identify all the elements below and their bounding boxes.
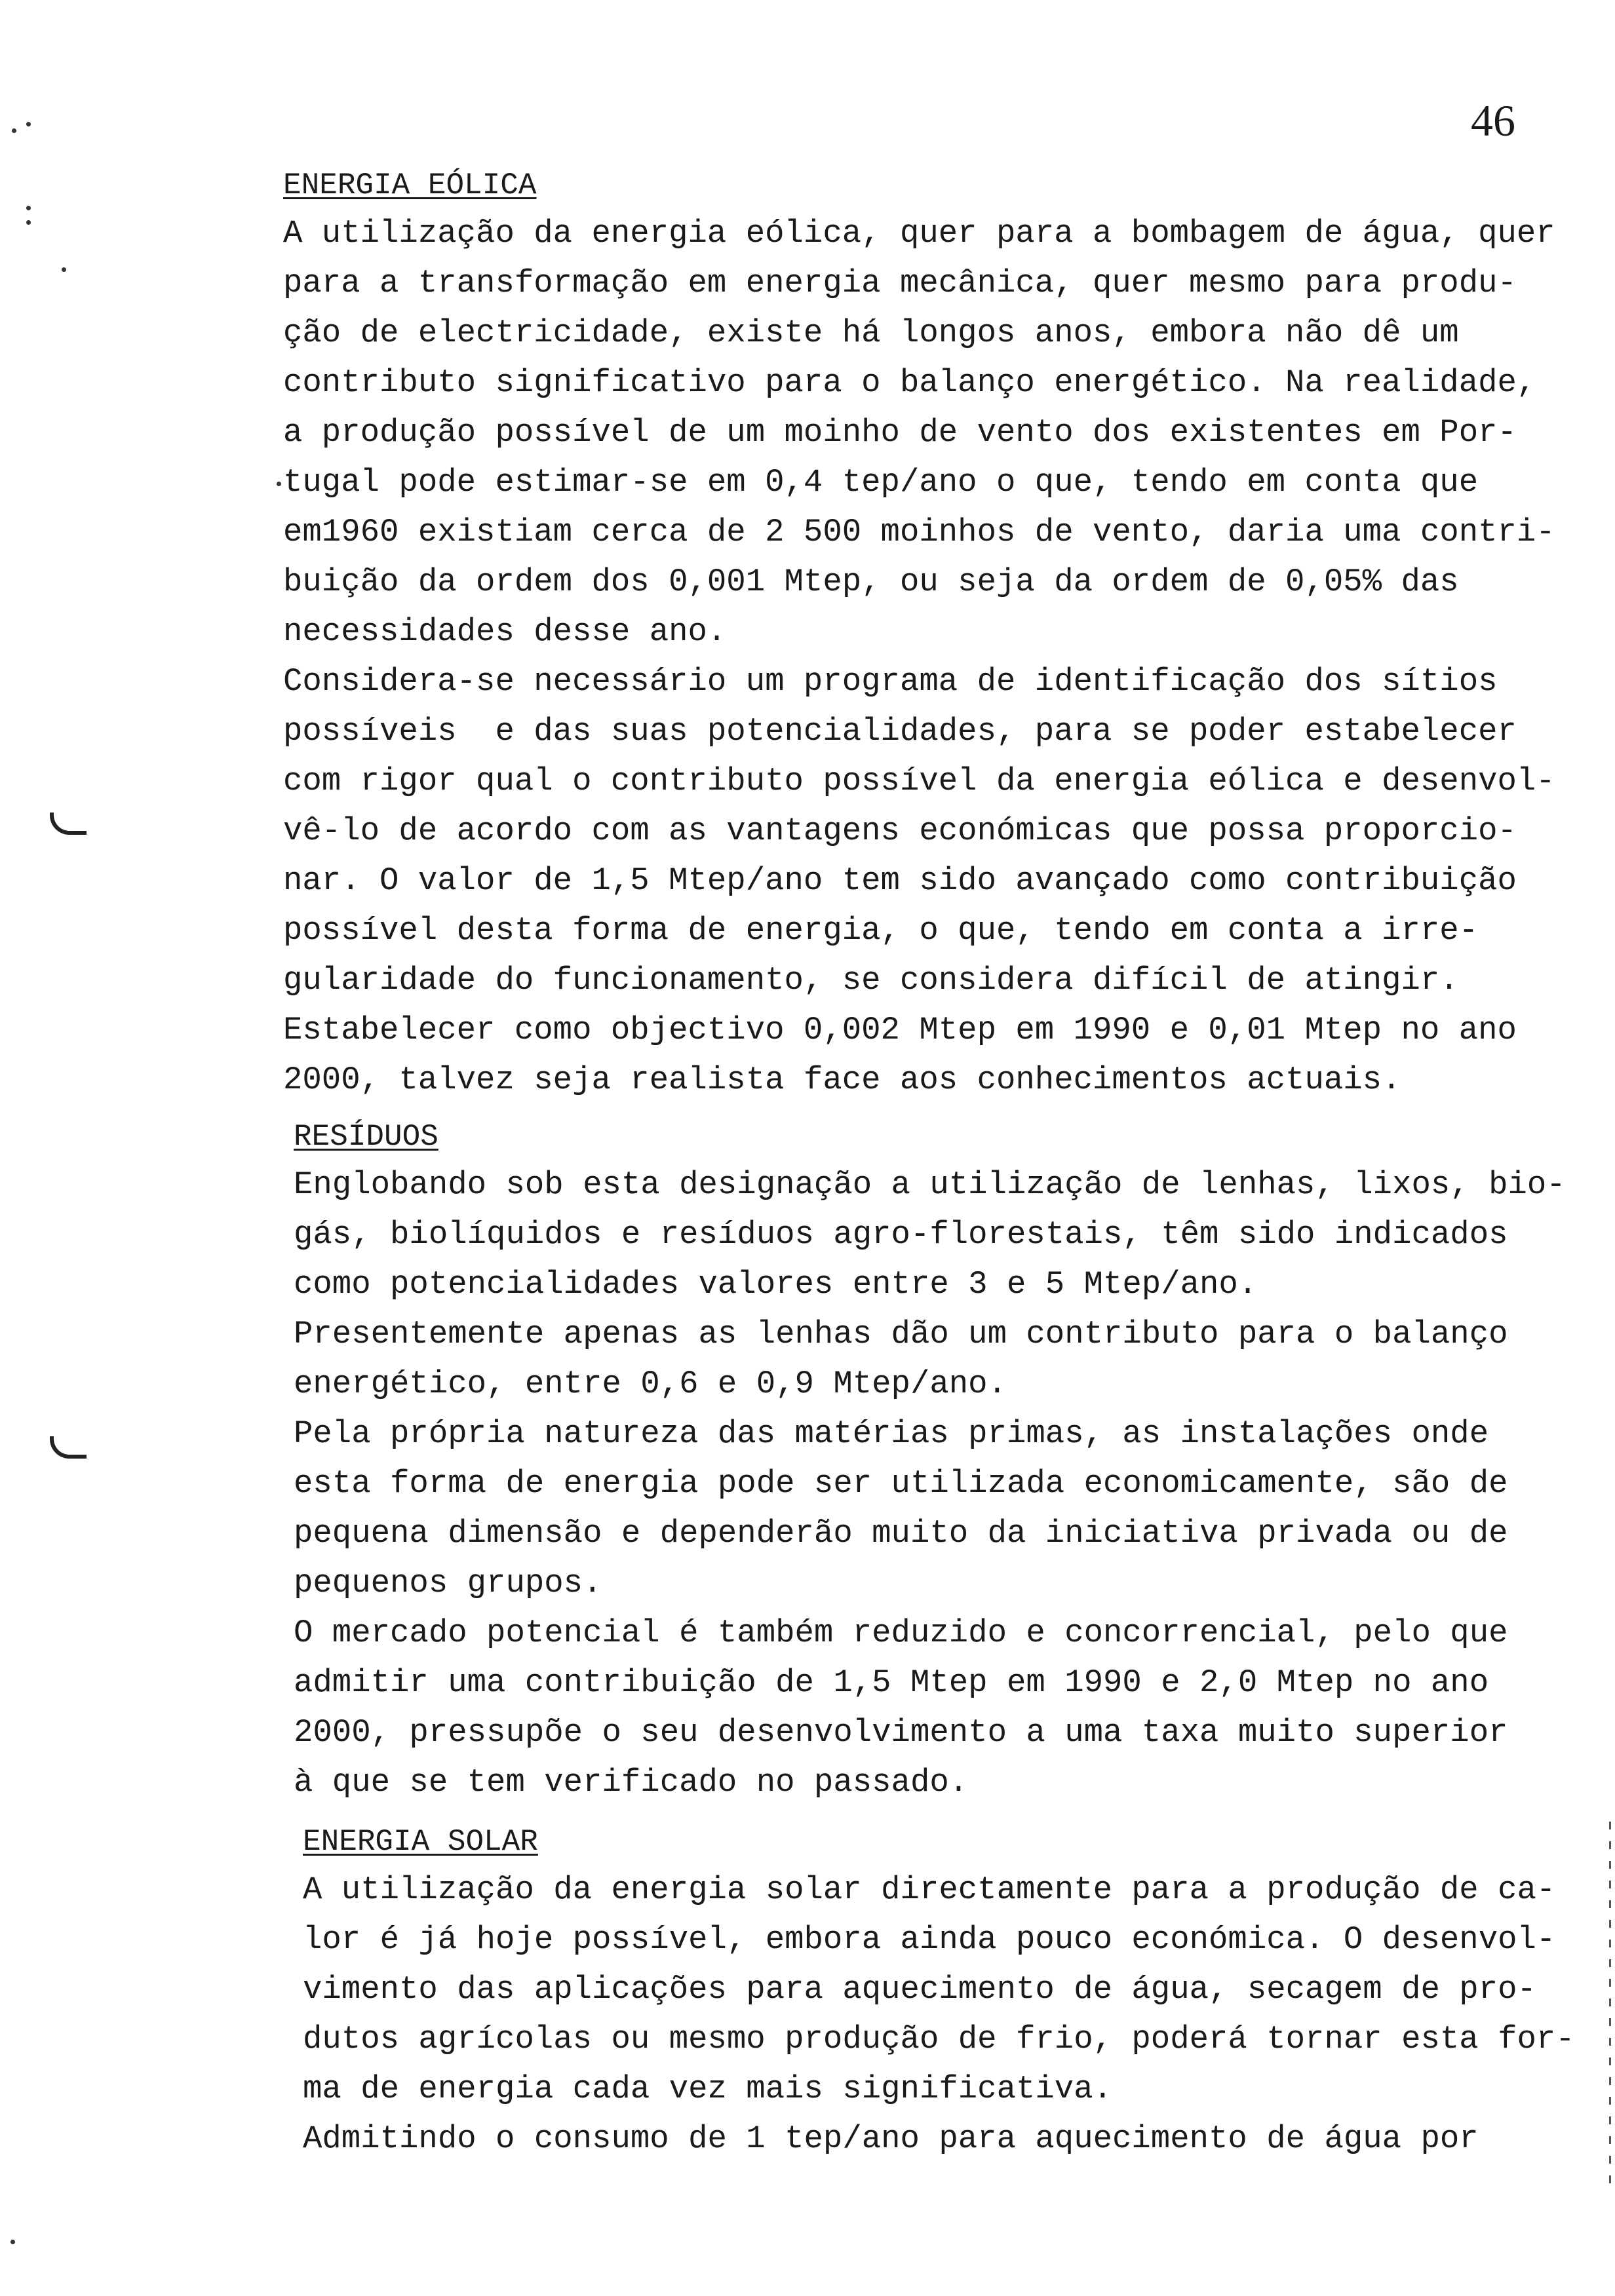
text-line: dutos agrícolas ou mesmo produção de frio, poderá tornar esta for- (303, 2021, 1575, 2057)
text-line: 2000, pressupõe o seu desenvolvimento a uma taxa muito superior (294, 1714, 1508, 1751)
text-line: nar. O valor de 1,5 Mtep/ano tem sido avançado como contribuição (283, 862, 1517, 899)
text-line: com rigor qual o contributo possível da energia eólica e desenvol- (283, 763, 1555, 799)
text-line: vê-lo de acordo com as vantagens económicas que possa proporcio- (283, 813, 1517, 849)
text-line: lor é já hoje possível, embora ainda pouco económica. O desenvol- (303, 1921, 1556, 1958)
text-line: Admitindo o consumo de 1 tep/ano para aquecimento de água por (303, 2120, 1479, 2157)
text-line: vimento das aplicações para aquecimento de água, secagem de pro- (303, 1971, 1536, 2008)
text-line: pequenos grupos. (294, 1565, 602, 1601)
scan-speck (26, 206, 31, 210)
text-line: em1960 existiam cerca de 2 500 moinhos de vento, daria uma contri- (283, 514, 1555, 550)
text-line: gularidade do funcionamento, se considera difícil de atingir. (283, 962, 1459, 999)
margin-check-mark (50, 813, 87, 835)
text-line: à que se tem verificado no passado. (294, 1764, 969, 1801)
text-line: como potencialidades valores entre 3 e 5 Mtep/ano. (294, 1266, 1258, 1303)
text-line: gás, biolíquidos e resíduos agro-florestais, têm sido indicados (294, 1216, 1508, 1253)
scan-speck (12, 128, 16, 133)
section-residuos (294, 1120, 1605, 1807)
text-line: O mercado potencial é também reduzido e concorrencial, pelo que (294, 1615, 1508, 1651)
text-line: esta forma de energia pode ser utilizada economicamente, são de (294, 1465, 1508, 1502)
text-line: Englobando sob esta designação a utilização de lenhas, lixos, bio- (294, 1166, 1566, 1203)
scan-speck (26, 220, 31, 225)
text-line: pequena dimensão e dependerão muito da iniciativa privada ou de (294, 1515, 1508, 1552)
text-line: ma de energia cada vez mais significativa. (303, 2071, 1113, 2107)
text-line: possível desta forma de energia, o que, tendo em conta a irre- (283, 912, 1479, 949)
text-line: Presentemente apenas as lenhas dão um contributo para o balanço (294, 1316, 1508, 1352)
text-line: necessidades desse ano. (283, 613, 727, 650)
section-energia-solar (303, 1826, 1614, 2164)
text-line: ção de electricidade, existe há longos anos, embora não dê um (283, 315, 1459, 351)
text-line: Considera-se necessário um programa de identificação dos sítios (283, 663, 1498, 700)
margin-check-mark (50, 1436, 87, 1459)
text-line: A utilização da energia eólica, quer para a bombagem de água, quer (283, 215, 1555, 252)
scan-speck (62, 267, 66, 272)
text-line: a produção possível de um moinho de vento dos existentes em Por- (283, 414, 1517, 451)
text-line: 2000, talvez seja realista face aos conhecimentos actuais. (283, 1062, 1401, 1098)
scan-speck (10, 2240, 15, 2244)
scan-speck (277, 482, 281, 486)
text-line: para a transformação em energia mecânica, quer mesmo para produ- (283, 265, 1517, 301)
text-line: admitir uma contribuição de 1,5 Mtep em 1990 e 2,0 Mtep no ano (294, 1664, 1489, 1701)
scan-speck (26, 122, 31, 126)
page-number: 46 (1471, 96, 1515, 145)
text-line: energético, entre 0,6 e 0,9 Mtep/ano. (294, 1366, 1007, 1402)
text-line: possíveis e das suas potencialidades, para se poder estabelecer (283, 713, 1517, 750)
text-line: tugal pode estimar-se em 0,4 tep/ano o que, tendo em conta que (283, 464, 1479, 501)
text-line: contributo significativo para o balanço energético. Na realidade, (283, 364, 1536, 401)
section-heading: RESÍDUOS (294, 1120, 438, 1154)
text-line: buição da ordem dos 0,001 Mtep, ou seja da ordem de 0,05% das (283, 564, 1459, 600)
section-heading: ENERGIA SOLAR (303, 1825, 538, 1859)
text-line: Estabelecer como objectivo 0,002 Mtep em 1990 e 0,01 Mtep no ano (283, 1012, 1517, 1048)
section-energia-eolica (283, 169, 1594, 1105)
section-heading: ENERGIA EÓLICA (283, 168, 537, 202)
text-line: A utilização da energia solar directamente para a produção de ca- (303, 1871, 1556, 1908)
text-line: Pela própria natureza das matérias primas, as instalações onde (294, 1415, 1489, 1452)
